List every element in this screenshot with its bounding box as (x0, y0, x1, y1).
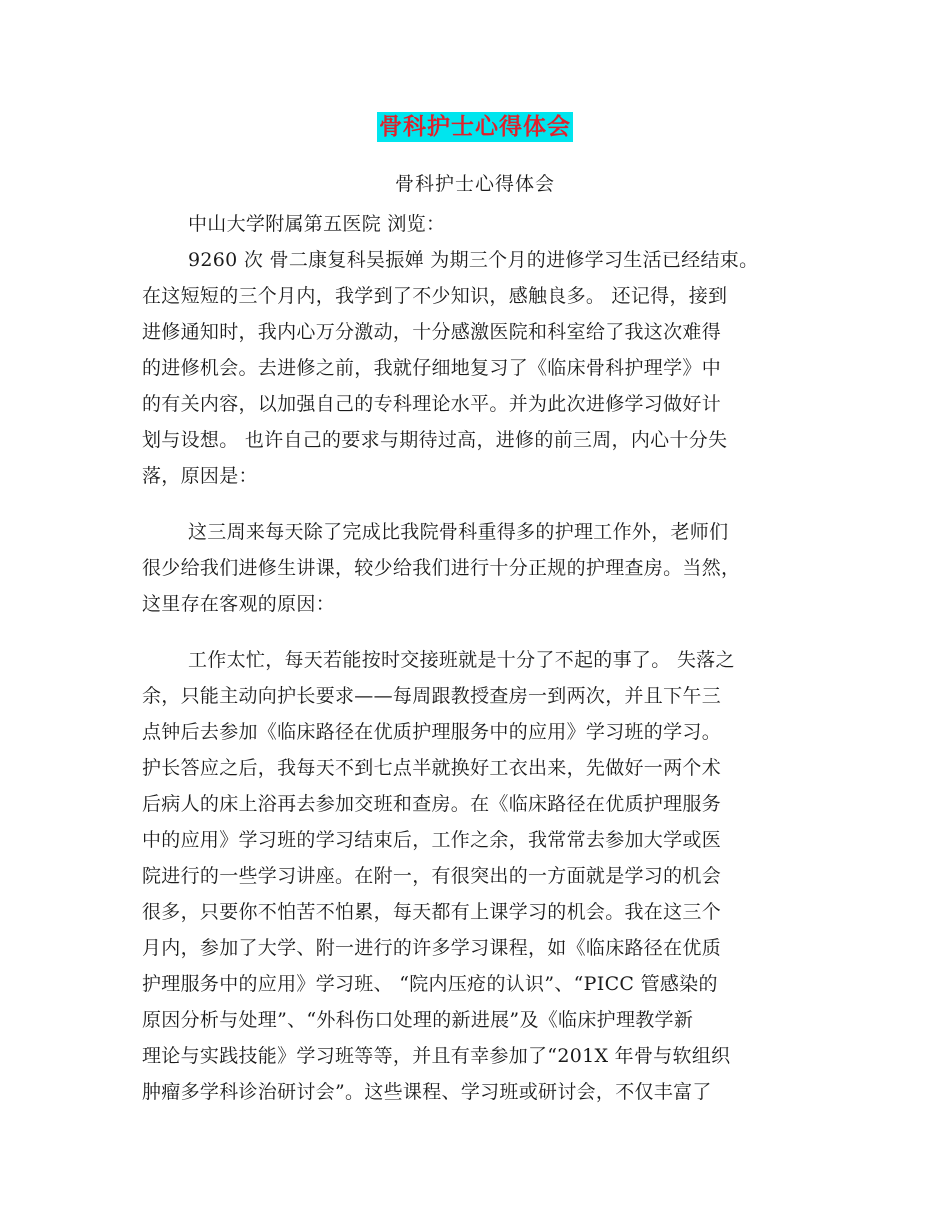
paragraph (142, 206, 822, 242)
text-line: 这里存在客观的原因： (142, 593, 336, 615)
text-line: 9260 次 骨二康复科吴振婵 为期三个月的进修学习生活已经结束。 (188, 249, 759, 271)
text-line: 很少给我们进修生讲课，较少给我们进行十分正规的护理查房。当然， (142, 557, 741, 579)
paragraph-gap (142, 622, 822, 642)
document-subtitle: 骨科护士心得体会 (394, 173, 555, 195)
text-line: 护长答应之后，我每天不到七点半就换好工衣出来，先做好一两个术 (142, 757, 722, 779)
text-line: 在这短短的三个月内，我学到了不少知识，感触良多。 还记得，接到 (142, 285, 728, 307)
text-line: 肿瘤多学科诊治研讨会”。这些课程、学习班或研讨会，不仅丰富了 (142, 1081, 712, 1103)
paragraph (142, 242, 822, 494)
document-title (0, 112, 950, 144)
paragraph-gap (142, 494, 822, 514)
text-line: 工作太忙，每天若能按时交接班就是十分了不起的事了。 失落之 (188, 649, 735, 671)
text-line: 点钟后去参加《临床路径在优质护理服务中的应用》学习班的学习。 (142, 721, 722, 743)
text-line: 院进行的一些学习讲座。在附一，有很突出的一方面就是学习的机会 (142, 865, 722, 887)
highlighted-title-text: 骨科护士心得体会 (379, 114, 571, 140)
text-line: 余，只能主动向护长要求——每周跟教授查房一到两次，并且下午三 (142, 685, 722, 707)
document-body (142, 206, 822, 1110)
text-line: 月内，参加了大学、附一进行的许多学习课程，如《临床路径在优质 (142, 937, 722, 959)
paragraph (142, 514, 822, 622)
text-line: 进修通知时，我内心万分激动，十分感激医院和科室给了我这次难得 (142, 321, 722, 343)
text-line: 很多，只要你不怕苦不怕累，每天都有上课学习的机会。我在这三个 (142, 901, 722, 923)
text-line: 划与设想。 也许自己的要求与期待过高，进修的前三周，内心十分失 (142, 429, 728, 451)
paragraph (142, 642, 822, 1110)
text-line: 护理服务中的应用》学习班、 “院内压疮的认识”、“PICC 管感染的 (142, 973, 718, 995)
text-line: 的有关内容，以加强自己的专科理论水平。并为此次进修学习做好计 (142, 393, 722, 415)
text-line: 原因分析与处理”、“外科伤口处理的新进展”及《临床护理教学新 (142, 1009, 694, 1031)
text-line: 的进修机会。去进修之前，我就仔细地复习了《临床骨科护理学》中 (142, 357, 722, 379)
text-line: 后病人的床上浴再去参加交班和查房。在《临床路径在优质护理服务 (142, 793, 722, 815)
text-line: 这三周来每天除了完成比我院骨科重得多的护理工作外，老师们 (188, 521, 729, 543)
text-line: 理论与实践技能》学习班等等，并且有幸参加了“201X 年骨与软组织 (142, 1045, 731, 1067)
text-line: 中山大学附属第五医院 浏览： (188, 213, 446, 235)
text-line: 中的应用》学习班的学习结束后，工作之余，我常常去参加大学或医 (142, 829, 722, 851)
text-line: 落，原因是： (142, 465, 258, 487)
